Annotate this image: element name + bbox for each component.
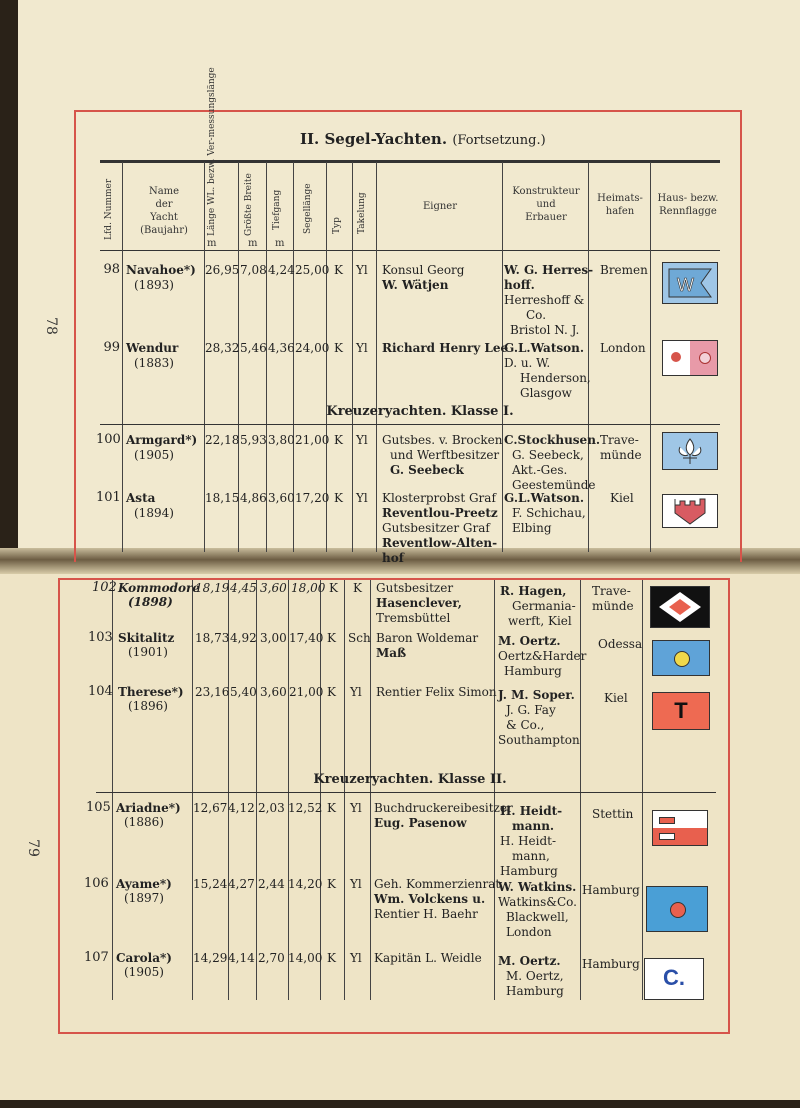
cell-laenge: 18,19 (195, 581, 230, 595)
cell-tiefgang: 3,80 (268, 433, 295, 447)
fleur-de-lis-icon (663, 433, 717, 469)
cell-eigner: Konsul Georg W. Wätjen (382, 263, 465, 292)
flag-skitalitz (652, 640, 710, 676)
cell-takelung: Yl (356, 263, 368, 277)
cell-hafen: Stettin (592, 807, 634, 821)
row-number: 99 (103, 340, 120, 355)
section-heading: Kreuzeryachten. Klasse II. (313, 772, 507, 787)
cell-laenge: 12,67 (193, 801, 228, 815)
cell-laenge: 18,73 (195, 631, 230, 645)
cell-eigner: Buchdruckereibesitzer Eug. Pasenow (374, 801, 513, 830)
yacht-year: (1896) (128, 699, 168, 713)
cell-tiefgang: 2,03 (258, 801, 285, 815)
flag-carola (644, 958, 704, 1000)
cell-segel: 25,00 (295, 263, 330, 277)
cell-hafen: Trave- münde (600, 433, 642, 462)
flag-navahoe (662, 262, 718, 304)
cell-takelung: Yl (350, 877, 362, 891)
cell-segel: 21,00 (295, 433, 330, 447)
yacht-name: Ayame*) (116, 877, 172, 891)
yacht-year: (1886) (124, 815, 164, 829)
cell-hafen: Hamburg (582, 883, 640, 897)
cell-breite: 5,46 (240, 341, 267, 355)
cell-konstrukteur: R. Hagen, Germania- werft, Kiel (500, 584, 576, 628)
row-number: 101 (96, 490, 121, 505)
yacht-name: Ariadne*) (116, 801, 181, 815)
header-unit: m (207, 238, 217, 249)
yacht-name: Asta (126, 491, 156, 505)
section-heading: Kreuzeryachten. Klasse I. (326, 404, 514, 419)
cell-tiefgang: 3,60 (268, 491, 295, 505)
cell-tiefgang: 3,60 (260, 685, 287, 699)
yacht-name: Wendur (126, 341, 179, 355)
flag-therese (652, 692, 710, 730)
page-title: II. Segel-Yachten. (Fortsetzung.) (300, 130, 546, 148)
cell-takelung: Yl (350, 685, 362, 699)
cell-eigner: Klosterprobst Graf Reventlou-Preetz Gutsbesitzer Graf Reventlow-Alten- hof (382, 491, 498, 565)
yacht-year: (1905) (134, 448, 174, 462)
section-rule (96, 792, 716, 793)
cell-segel: 14,20 (288, 877, 323, 891)
header-breite: Größte Breite (244, 173, 254, 236)
cell-konstrukteur: W. G. Herres- hoff. Herreshoff & Co. Bristol N. J. (504, 263, 594, 337)
cell-hafen: Trave- münde (592, 584, 634, 613)
header-typ: Typ (332, 217, 342, 234)
cell-takelung: K (353, 581, 362, 595)
header-konstrukteur: Konstrukteur und Erbauer (512, 186, 580, 223)
cell-breite: 4,12 (228, 801, 255, 815)
cell-eigner: Geh. Kommerzienrat Wm. Volckens u. Rentier H. Baehr (374, 877, 501, 921)
cell-eigner: Gutsbes. v. Brocken und Werftbesitzer G. Seebeck (382, 433, 503, 477)
cell-tiefgang: 2,44 (258, 877, 285, 891)
cell-konstrukteur: M. Oertz. Oertz&Harder Hamburg (498, 634, 587, 678)
cell-konstrukteur: G.L.Watson. D. u. W. Henderson, Glasgow (504, 341, 591, 400)
cell-breite: 4,92 (230, 631, 257, 645)
cell-segel: 12,52 (288, 801, 323, 815)
cell-laenge: 22,18 (205, 433, 240, 447)
col-line (122, 162, 123, 552)
cell-takelung: Sch (348, 631, 371, 645)
row-number: 105 (86, 800, 111, 815)
page-number-bottom: 79 (24, 839, 41, 857)
yacht-year: (1883) (134, 356, 174, 370)
header-unit: m (275, 238, 285, 249)
row-number: 106 (84, 876, 109, 891)
yacht-name: Kommodore (118, 581, 200, 595)
cell-konstrukteur: H. Heidt- mann. H. Heidt- mann, Hamburg (500, 804, 563, 878)
col-line (502, 162, 503, 552)
cell-konstrukteur: G.L.Watson. F. Schichau, Elbing (504, 491, 586, 535)
cell-breite: 4,27 (228, 877, 255, 891)
yacht-name: Navahoe*) (126, 263, 196, 277)
diamond-icon (651, 587, 709, 627)
cell-breite: 4,86 (240, 491, 267, 505)
row-number: 98 (103, 262, 120, 277)
cell-breite: 4,45 (230, 581, 257, 595)
cell-konstrukteur: J. M. Soper. J. G. Fay & Co., Southampton (498, 688, 580, 747)
cell-segel: 21,00 (289, 685, 324, 699)
col-line (494, 580, 495, 1000)
cell-breite: 5,40 (230, 685, 257, 699)
yacht-year: (1893) (134, 278, 174, 292)
cell-hafen: Odessa (598, 637, 643, 651)
cell-laenge: 15,24 (193, 877, 228, 891)
cell-hafen: Bremen (600, 263, 648, 277)
flag-graphic (663, 263, 717, 303)
cell-laenge: 18,15 (205, 491, 240, 505)
header-name: Name der Yacht (Baujahr) (140, 186, 188, 236)
flag-letter: T (674, 698, 688, 723)
cell-typ: K (327, 685, 336, 699)
cell-konstrukteur: W. Watkins. Watkins&Co. Blackwell, London (498, 880, 577, 939)
cell-takelung: Yl (356, 491, 368, 505)
cell-tiefgang: 3,60 (260, 581, 287, 595)
cell-takelung: Yl (350, 801, 362, 815)
flag-letter: W (677, 275, 694, 295)
cell-konstrukteur: C.Stockhusen. G. Seebeck, Akt.-Ges. Geestemünde (504, 433, 601, 492)
col-line (642, 580, 643, 1000)
cell-takelung: Yl (356, 341, 368, 355)
castle-icon (663, 495, 717, 527)
cell-eigner: Richard Henry Lee (382, 341, 509, 355)
flag-asta (662, 494, 718, 528)
cell-typ: K (329, 581, 338, 595)
header-rule-bottom (100, 250, 720, 251)
cell-breite: 4,14 (228, 951, 255, 965)
cell-tiefgang: 3,00 (260, 631, 287, 645)
row-number: 103 (88, 630, 113, 645)
page-title-sub: (Fortsetzung.) (452, 133, 546, 148)
header-heimat: Heimats- hafen (597, 193, 643, 217)
cell-takelung: Yl (356, 433, 368, 447)
header-rule-top (100, 160, 720, 163)
col-line (192, 580, 193, 1000)
flag-kommodore (650, 586, 710, 628)
cell-typ: K (327, 951, 336, 965)
cell-typ: K (334, 263, 343, 277)
flag-wendur (662, 340, 718, 376)
yacht-name: Skitalitz (118, 631, 175, 645)
cell-typ: K (327, 877, 336, 891)
cell-segel: 17,40 (289, 631, 324, 645)
cell-konstrukteur: M. Oertz. M. Oertz, Hamburg (498, 954, 564, 998)
header-lfd: Lfd. Nummer (104, 178, 114, 240)
cell-segel: 18,00 (291, 581, 326, 595)
col-line (376, 162, 377, 552)
yacht-year: (1898) (128, 595, 173, 609)
header-segel: Segellänge (303, 183, 313, 234)
yacht-name: Therese*) (118, 685, 184, 699)
header-eigner: Eigner (422, 201, 458, 212)
cell-tiefgang: 2,70 (258, 951, 285, 965)
section-rule (100, 424, 720, 425)
cell-hafen: Hamburg (582, 957, 640, 971)
cell-typ: K (334, 341, 343, 355)
yacht-year: (1905) (124, 965, 164, 979)
header-unit: m (248, 238, 258, 249)
cell-segel: 14,00 (288, 951, 323, 965)
cell-laenge: 23,16 (195, 685, 230, 699)
cell-tiefgang: 4,24 (268, 263, 295, 277)
col-line (650, 162, 651, 552)
cell-eigner: Kapitän L. Weidle (374, 951, 482, 965)
flag-ayame (646, 886, 708, 932)
row-number: 102 (92, 580, 117, 595)
header-laenge: Länge WL. bezw. Ver-messungslänge (207, 67, 217, 236)
cell-hafen: Kiel (604, 691, 628, 705)
header-takelung: Takelung (357, 192, 367, 234)
cell-eigner: Gutsbesitzer Hasenclever, Tremsbüttel (376, 581, 462, 625)
cell-eigner: Rentier Felix Simon (376, 685, 497, 699)
cell-breite: 5,93 (240, 433, 267, 447)
col-line (352, 162, 353, 552)
page-number-top: 78 (42, 317, 59, 335)
yacht-year: (1901) (128, 645, 168, 659)
cell-breite: 7,08 (240, 263, 267, 277)
cell-segel: 24,00 (295, 341, 330, 355)
col-line (344, 580, 345, 1000)
cell-hafen: London (600, 341, 646, 355)
cell-laenge: 26,95 (205, 263, 240, 277)
flag-letter: C. (663, 965, 685, 990)
flag-ariadne (652, 810, 708, 846)
cell-typ: K (334, 433, 343, 447)
yacht-year: (1894) (134, 506, 174, 520)
cell-typ: K (327, 631, 336, 645)
yacht-year: (1897) (124, 891, 164, 905)
yacht-name: Armgard*) (126, 433, 198, 447)
cell-typ: K (327, 801, 336, 815)
cell-segel: 17,20 (295, 491, 330, 505)
cell-typ: K (334, 491, 343, 505)
yacht-name: Carola*) (116, 951, 172, 965)
cell-hafen: Kiel (610, 491, 634, 505)
cell-laenge: 14,29 (193, 951, 228, 965)
cell-tiefgang: 4,36 (268, 341, 295, 355)
header-tiefgang: Tiefgang (272, 189, 282, 230)
cell-takelung: Yl (350, 951, 362, 965)
row-number: 100 (96, 432, 121, 447)
row-number: 104 (88, 684, 113, 699)
cell-laenge: 28,32 (205, 341, 240, 355)
row-number: 107 (84, 950, 109, 965)
flag-armgard (662, 432, 718, 470)
header-flagge: Haus- bezw. Rennflagge (657, 193, 719, 217)
cell-eigner: Baron Woldemar Maß (376, 631, 479, 660)
